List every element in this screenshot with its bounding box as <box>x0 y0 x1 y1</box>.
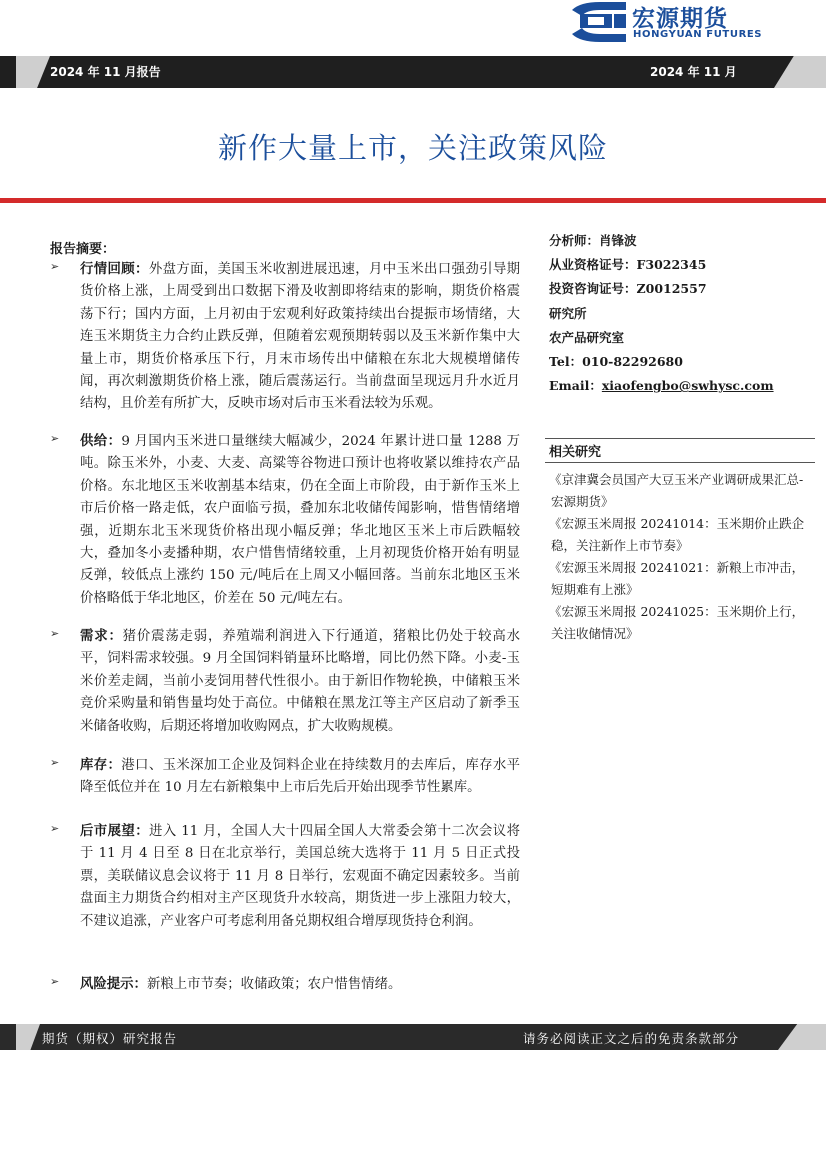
qualification-label: 从业资格证号： <box>549 257 637 273</box>
logo-chinese-name: 宏源期货 <box>632 6 728 32</box>
footer-bar <box>0 1024 826 1050</box>
footer-bar-accent-left <box>16 1024 40 1050</box>
section-body: 9 月国内玉米进口量继续大幅减少，2024 年累计进口量 1288 万吨。除玉米外，小麦、大麦、高粱等谷物进口预计也将收紧以维持农产品价格。东北地区玉米收割基本结束，仍在全面上市阶段，由于新作玉米上市后价格一路走低，农户面临亏损，叠加东北收储传闻影响，惜售情绪增强，近期东北玉米现货价格出现小幅反弹；华北地区玉米上市后跌幅较大，叠加冬小麦播种期，农户惜售情绪较重，上月初现货价格开始有明显反弹，较低点上涨约 150 元/吨后在上周又小幅回落。当前东北地区玉米价格略低于华北地区，价差在 50 元/吨左右。 <box>80 434 521 606</box>
section-body: 外盘方面，美国玉米收割进展迅速，月中玉米出口强劲引导期货价格上涨，上周受到出口数据下滑及收割即将结束的影响，期货价格震荡下行；国内方面，上月初由于宏观利好政策持续出台提振市场情绪，大连玉米期货主力合约止跌反弹，但随着宏观预期转弱以及玉米新作集中大量上市，期货价格承压下行，月末市场传出中储粮在东北大规模增储传闻，再次刺激期货价格上涨，随后震荡运行。当前盘面呈现远月升水近月结构，且价差有所扩大，反映市场对后市玉米看法较为乐观。 <box>80 262 521 412</box>
arrow-bullet-icon: ➢ <box>50 627 60 640</box>
section-heading: 需求： <box>80 629 123 644</box>
tel-number: 010-82292680 <box>582 354 683 370</box>
section-heading: 后市展望： <box>80 824 150 839</box>
tel-label: Tel： <box>549 354 583 370</box>
related-research-item[interactable]: 《宏源玉米周报 20241014：玉米期价止跌企稳，关注新作上市节奏》 <box>549 516 805 553</box>
arrow-bullet-icon: ➢ <box>50 975 60 988</box>
abstract-section-demand <box>50 626 520 738</box>
report-date: 2024 年 11 月 <box>650 65 737 79</box>
consult-number: Z0012557 <box>636 281 707 297</box>
related-research <box>545 438 815 645</box>
company-logo <box>570 0 810 48</box>
section-heading: 风险提示： <box>80 977 147 992</box>
header-bar <box>0 56 826 88</box>
report-month-label: 2024 年 11 月报告 <box>50 65 161 79</box>
related-research-heading: 相关研究 <box>545 438 815 463</box>
arrow-bullet-icon: ➢ <box>50 432 60 445</box>
qualification-number: F3022345 <box>636 257 707 273</box>
related-research-item[interactable]: 《宏源玉米周报 20241021：新粮上市冲击，短期难有上涨》 <box>549 560 805 597</box>
consult-label: 投资咨询证号： <box>549 281 637 297</box>
abstract-section-inventory <box>50 755 520 800</box>
arrow-bullet-icon: ➢ <box>50 822 60 835</box>
hongyuan-logo-icon <box>570 0 628 44</box>
abstract-section-risk <box>50 974 520 996</box>
email-label: Email： <box>549 378 602 394</box>
footer-report-type: 期货（期权）研究报告 <box>42 1031 178 1046</box>
section-body: 猪价震荡走弱，养殖端利润进入下行通道，猪粮比仍处于较高水平，饲料需求较强。9 月全国饲料销量环比略增，同比仍然下降。小麦-玉米价差走阔，当前小麦饲用替代性很小。由于新旧作物轮换，中储粮玉米竞价采购量和销售量均处于高位。中储粮在黑龙江等主产区启动了新季玉米储备收购，后期还将增加收购网点，扩大收购规模。 <box>80 629 521 734</box>
department-institute: 研究所 <box>549 305 587 321</box>
abstract-section-outlook <box>50 821 520 933</box>
section-body: 新粮上市节奏；收储政策；农户惜售情绪。 <box>146 977 402 992</box>
footer-bar-accent-right <box>778 1024 826 1050</box>
analyst-info <box>549 229 814 398</box>
abstract-heading: 报告摘要： <box>50 242 116 257</box>
email-link[interactable]: xiaofengbo@swhysc.com <box>601 378 774 394</box>
title-divider <box>0 198 826 203</box>
abstract-section-market-review <box>50 259 520 416</box>
logo-english-name: HONGYUAN FUTURES <box>633 29 763 40</box>
section-heading: 库存： <box>80 758 122 773</box>
analyst-name: 肖锋波 <box>599 233 637 248</box>
section-body: 港口、玉米深加工企业及饲料企业在持续数月的去库后，库存水平降至低位并在 10 月左右新粮集中上市后先后开始出现季节性累库。 <box>80 758 521 796</box>
related-research-item[interactable]: 《京津冀会员国产大豆玉米产业调研成果汇总-宏源期货》 <box>549 472 804 509</box>
header-bar-accent-right <box>774 56 826 88</box>
footer-disclaimer-note: 请务必阅读正文之后的免责条款部分 <box>523 1031 740 1046</box>
department-agri: 农产品研究室 <box>549 329 625 345</box>
analyst-label: 分析师： <box>549 233 600 248</box>
arrow-bullet-icon: ➢ <box>50 260 60 273</box>
section-body: 进入 11 月，全国人大十四届全国人大常委会第十二次会议将于 11 月 4 日至 8 日在北京举行，美国总统大选将于 11 月 5 日正式投票，美联储议息会议将于 11 月 8 日举行，宏观面不确定因素较多。当前盘面主力期货合约相对主产区现货升水较高，期货进一步上涨阻力较大，不建议追涨，产业客户可考虑利用备兑期权组合增厚现货持仓利润。 <box>80 824 520 929</box>
header-bar-accent-left <box>16 56 50 88</box>
related-research-item[interactable]: 《宏源玉米周报 20241025：玉米期价上行，关注收储情况》 <box>549 604 805 641</box>
section-heading: 行情回顾： <box>80 262 149 277</box>
section-heading: 供给： <box>80 434 122 449</box>
arrow-bullet-icon: ➢ <box>50 756 60 769</box>
abstract-section-supply <box>50 431 520 610</box>
page-title: 新作大量上市，关注政策风险 <box>217 131 608 165</box>
